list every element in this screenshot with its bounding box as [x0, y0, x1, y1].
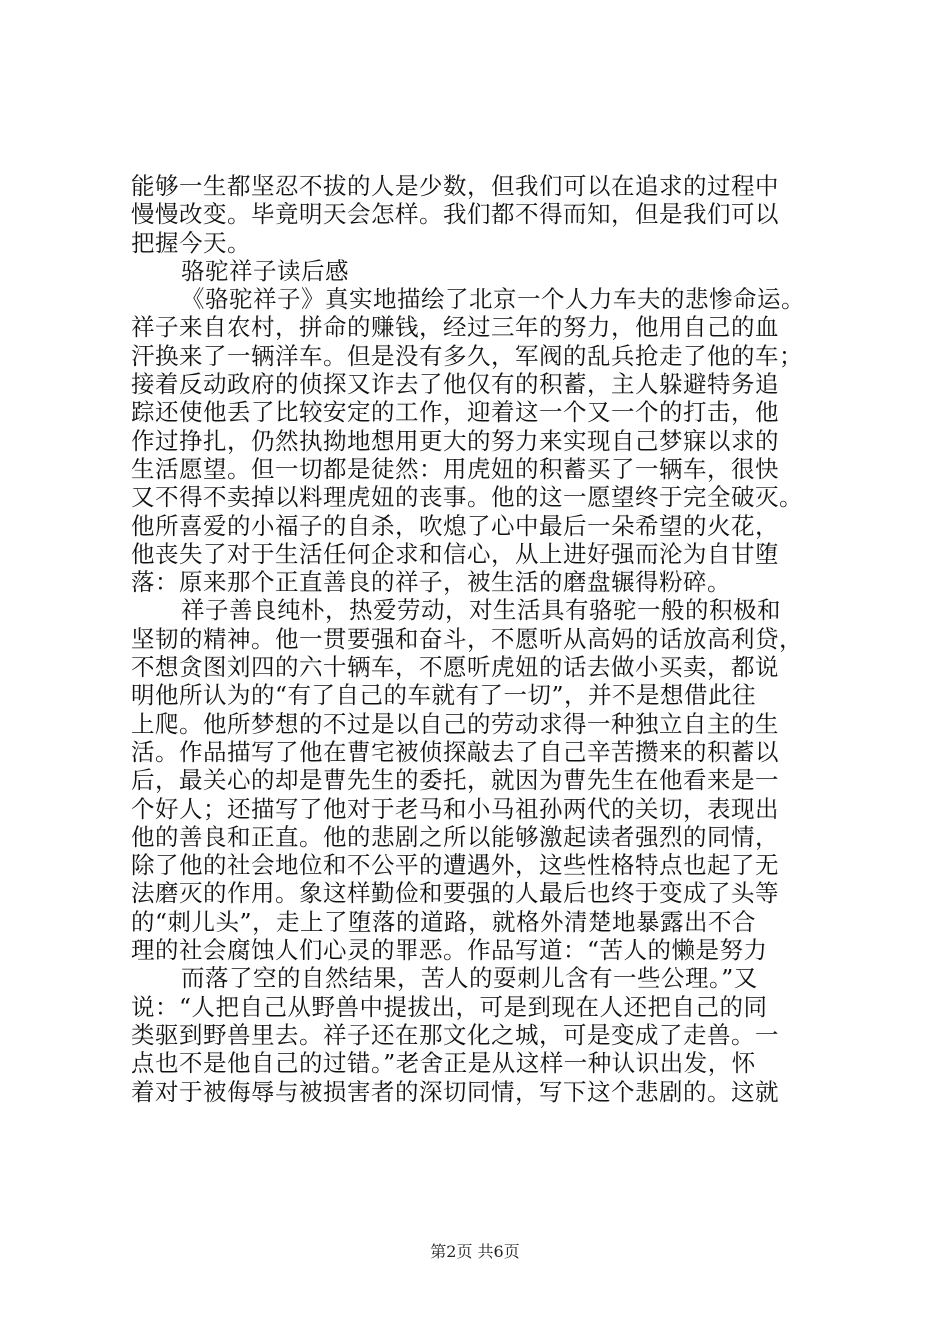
text-line: 踪还使他丢了比较安定的工作，迎着这一个又一个的打击，他 — [131, 398, 779, 427]
text-line: 祥子善良纯朴，热爱劳动，对生活具有骆驼一般的积极和 — [181, 596, 781, 625]
text-line: 他所喜爱的小福子的自杀，吹熄了心中最后一朵希望的火花， — [131, 511, 779, 540]
text-line: 类驱到野兽里去。祥子还在那文化之城，可是变成了走兽。一 — [131, 1020, 779, 1049]
text-line: 汗换来了一辆洋车。但是没有多久，军阀的乱兵抢走了他的车； — [131, 341, 803, 370]
text-line: 作过挣扎，仍然执拗地想用更大的努力来实现自己梦寐以求的 — [131, 426, 779, 455]
text-line: 祥子来自农村，拼命的赚钱，经过三年的努力，他用自己的血 — [131, 313, 779, 342]
text-line: 着对于被侮辱与被损害者的深切同情，写下这个悲剧的。这就 — [131, 1077, 779, 1106]
text-line: 后，最关心的却是曹先生的委托，就因为曹先生在他看来是一 — [131, 766, 779, 795]
text-line: 上爬。他所梦想的不过是以自己的劳动求得一种独立自主的生 — [131, 709, 779, 738]
text-line: 能够一生都坚忍不拔的人是少数，但我们可以在追求的过程中 — [131, 172, 779, 200]
text-line: 的“刺儿头”，走上了堕落的道路，就格外清楚地暴露出不合 — [131, 907, 757, 936]
text-line: 而落了空的自然结果，苦人的耍刺儿含有一些公理。”又 — [181, 964, 758, 993]
text-line: 不想贪图刘四的六十辆车，不愿听虎妞的话去做小买卖，都说 — [131, 653, 779, 682]
text-line: 把握今天。 — [131, 228, 251, 257]
text-line: 法磨灭的作用。象这样勤俭和要强的人最后也终于变成了头等 — [131, 879, 779, 908]
text-line: 落：原来那个正直善良的祥子，被生活的磨盘辗得粉碎。 — [131, 568, 731, 597]
text-line: 又不得不卖掉以料理虎妞的丧事。他的这一愿望终于完全破灭。 — [131, 483, 803, 512]
text-line: 活。作品描写了他在曹宅被侦探敲去了自己辛苦攒来的积蓄以 — [131, 737, 779, 766]
text-line: 骆驼祥子读后感 — [181, 256, 349, 285]
text-line: 《骆驼祥子》真实地描绘了北京一个人力车夫的悲惨命运。 — [181, 285, 805, 314]
text-line: 除了他的社会地位和不公平的遭遇外，这些性格特点也起了无 — [131, 851, 779, 880]
text-line: 理的社会腐蚀人们心灵的罪恶。作品写道：“苦人的懒是努力 — [131, 936, 768, 965]
text-line: 慢慢改变。毕竟明天会怎样。我们都不得而知，但是我们可以 — [131, 200, 779, 229]
text-line: 点也不是他自己的过错。”老舍正是从这样一种认识出发，怀 — [131, 1049, 756, 1078]
text-line: 生活愿望。但一切都是徒然：用虎妞的积蓄买了一辆车，很快 — [131, 454, 779, 483]
document-body — [131, 172, 831, 1106]
text-line: 他丧失了对于生活任何企求和信心，从上进好强而沦为自甘堕 — [131, 539, 779, 568]
text-line: 接着反动政府的侦探又诈去了他仅有的积蓄，主人躲避特务追 — [131, 370, 779, 399]
text-line: 明他所认为的“有了自己的车就有了一切”，并不是想借此往 — [131, 681, 757, 710]
text-line: 他的善良和正直。他的悲剧之所以能够激起读者强烈的同情， — [131, 822, 779, 851]
text-line: 个好人；还描写了他对于老马和小马祖孙两代的关切，表现出 — [131, 794, 779, 823]
text-line: 说：“人把自己从野兽中提拔出，可是到现在人还把自己的同 — [131, 992, 768, 1021]
page-footer: 第2页 共6页 — [430, 1242, 520, 1261]
text-line: 坚韧的精神。他一贯要强和奋斗，不愿听从高妈的话放高利贷， — [131, 624, 803, 653]
